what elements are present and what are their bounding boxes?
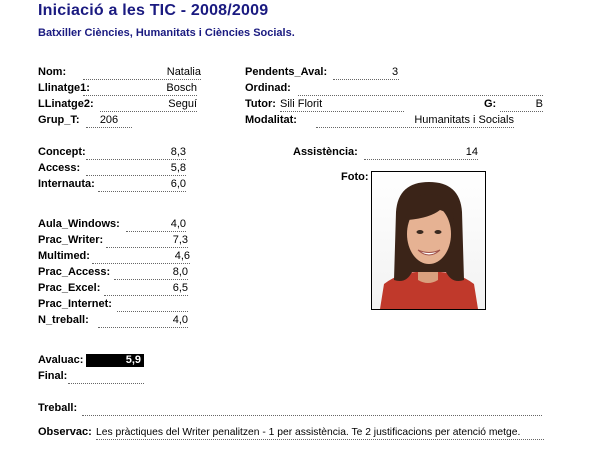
student-photo: [371, 171, 486, 310]
llinatge1-label: Llinatge1:: [38, 82, 90, 94]
page-subtitle: Batxiller Ciències, Humanitats i Ciències Socials.: [38, 27, 295, 39]
assistencia-field[interactable]: 14: [364, 146, 478, 160]
final-label: Final:: [38, 370, 68, 382]
ordinad-label: Ordinad:: [245, 82, 291, 94]
assistencia-label: Assistència:: [293, 146, 358, 158]
llinatge2-label: LLinatge2:: [38, 98, 94, 110]
foto-label: Foto:: [341, 171, 369, 183]
page-title: Iniciació a les TIC - 2008/2009: [38, 2, 269, 19]
prac-access-field[interactable]: 8,0: [114, 266, 188, 280]
avaluac-field[interactable]: 5,9: [86, 354, 144, 367]
prac-internet-label: Prac_Internet:: [38, 298, 112, 310]
n-treball-field[interactable]: 4,0: [98, 314, 188, 328]
internauta-label: Internauta:: [38, 178, 95, 190]
prac-excel-field[interactable]: 6,5: [104, 282, 188, 296]
concept-field[interactable]: 8,3: [86, 146, 186, 160]
prac-access-label: Prac_Access:: [38, 266, 111, 278]
treball-label: Treball:: [38, 402, 78, 414]
g-label: G:: [484, 98, 497, 110]
prac-internet-field[interactable]: [117, 298, 188, 312]
concept-label: Concept:: [38, 146, 86, 158]
tutor-label: Tutor:: [245, 98, 276, 110]
observac-label: Observac:: [38, 426, 92, 438]
tutor-field[interactable]: Sili Florit: [280, 98, 404, 112]
aula-windows-label: Aula_Windows:: [38, 218, 120, 230]
aula-windows-field[interactable]: 4,0: [126, 218, 186, 232]
modalitat-label: Modalitat:: [245, 114, 297, 126]
access-field[interactable]: 5,8: [86, 162, 186, 176]
g-field[interactable]: B: [500, 98, 543, 112]
pendents-value: 3: [392, 66, 399, 78]
grup-label: Grup_T:: [38, 114, 80, 126]
prac-writer-field[interactable]: 7,3: [106, 234, 188, 248]
pendents-label: Pendents_Aval:: [245, 66, 328, 78]
internauta-field[interactable]: 6,0: [98, 178, 186, 192]
treball-field[interactable]: [82, 402, 542, 416]
access-label: Access:: [38, 162, 81, 174]
final-field[interactable]: [68, 370, 144, 384]
ordinad-field[interactable]: [298, 82, 543, 96]
prac-writer-label: Prac_Writer:: [38, 234, 104, 246]
pendents-field[interactable]: [333, 66, 399, 80]
multimed-label: Multimed:: [38, 250, 90, 262]
prac-excel-label: Prac_Excel:: [38, 282, 101, 294]
portrait-image: [372, 172, 485, 309]
multimed-field[interactable]: 4,6: [92, 250, 190, 264]
llinatge2-field[interactable]: Seguí: [100, 98, 197, 112]
nom-field[interactable]: Natalia: [83, 66, 201, 80]
nom-label: Nom:: [38, 66, 67, 78]
modalitat-field[interactable]: Humanitats i Socials: [316, 114, 514, 128]
observac-field[interactable]: Les pràctiques del Writer penalitzen - 1 per assistència. Te 2 justificacions per atenció metge.: [96, 426, 544, 440]
n-treball-label: N_treball:: [38, 314, 89, 326]
grup-field[interactable]: 206: [86, 114, 132, 128]
avaluac-label: Avaluac:: [38, 354, 84, 366]
llinatge1-field[interactable]: Bosch: [83, 82, 197, 96]
